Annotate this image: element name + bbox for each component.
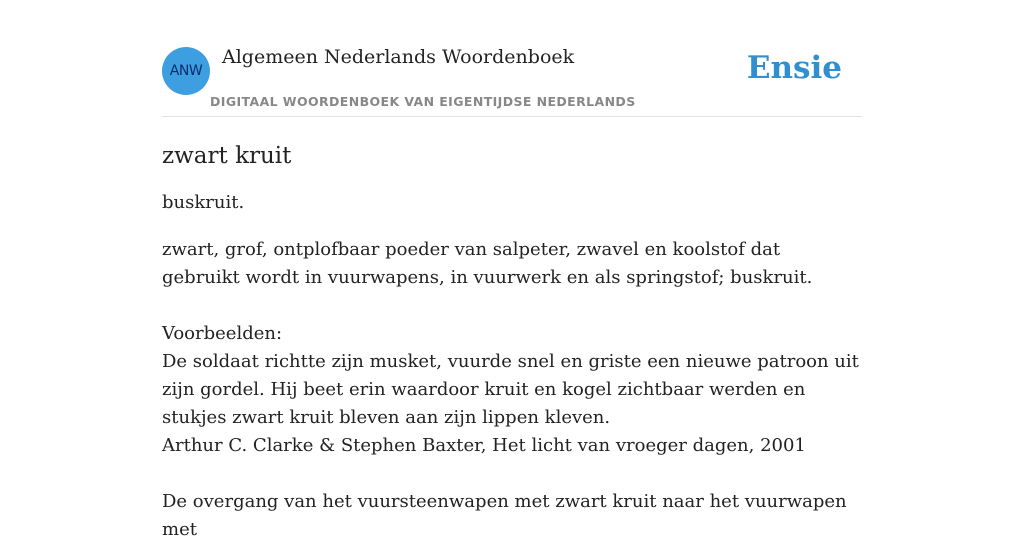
page [162,0,862,544]
site-title[interactable]: Algemeen Nederlands Woordenboek [222,46,575,68]
example-source: Arthur C. Clarke & Stephen Baxter, Het licht van vroeger dagen, 2001 [162,435,806,456]
examples-label: Voorbeelden: [162,323,283,344]
full-definition: zwart, grof, ontplofbaar poeder van salpeter, zwavel en koolstof dat gebruikt wordt in vuurwapens, in vuurwerk en als springstof; buskruit. [162,239,813,288]
site-subtitle: DIGITAAL WOORDENBOEK VAN EIGENTIJDSE NEDERLANDS [210,94,636,109]
example-text: De soldaat richtte zijn musket, vuurde snel en griste een nieuwe patroon uit zijn gordel. Hij beet erin waardoor kruit en kogel zichtbaar werden en stukjes zwart kruit bleven aan zijn lippen kleven. [162,351,859,428]
short-definition: buskruit. [162,192,245,213]
entry-content [162,117,862,544]
ensie-brand-link[interactable]: Ensie [746,50,842,86]
site-header [162,0,862,117]
entry-term: zwart kruit [162,143,292,169]
spacer [162,460,862,488]
anw-logo[interactable] [162,47,210,95]
anw-logo-text: ANW [169,63,203,79]
example-text: De overgang van het vuursteenwapen met zwart kruit naar het vuurwapen met [162,491,847,540]
spacer [162,292,862,320]
